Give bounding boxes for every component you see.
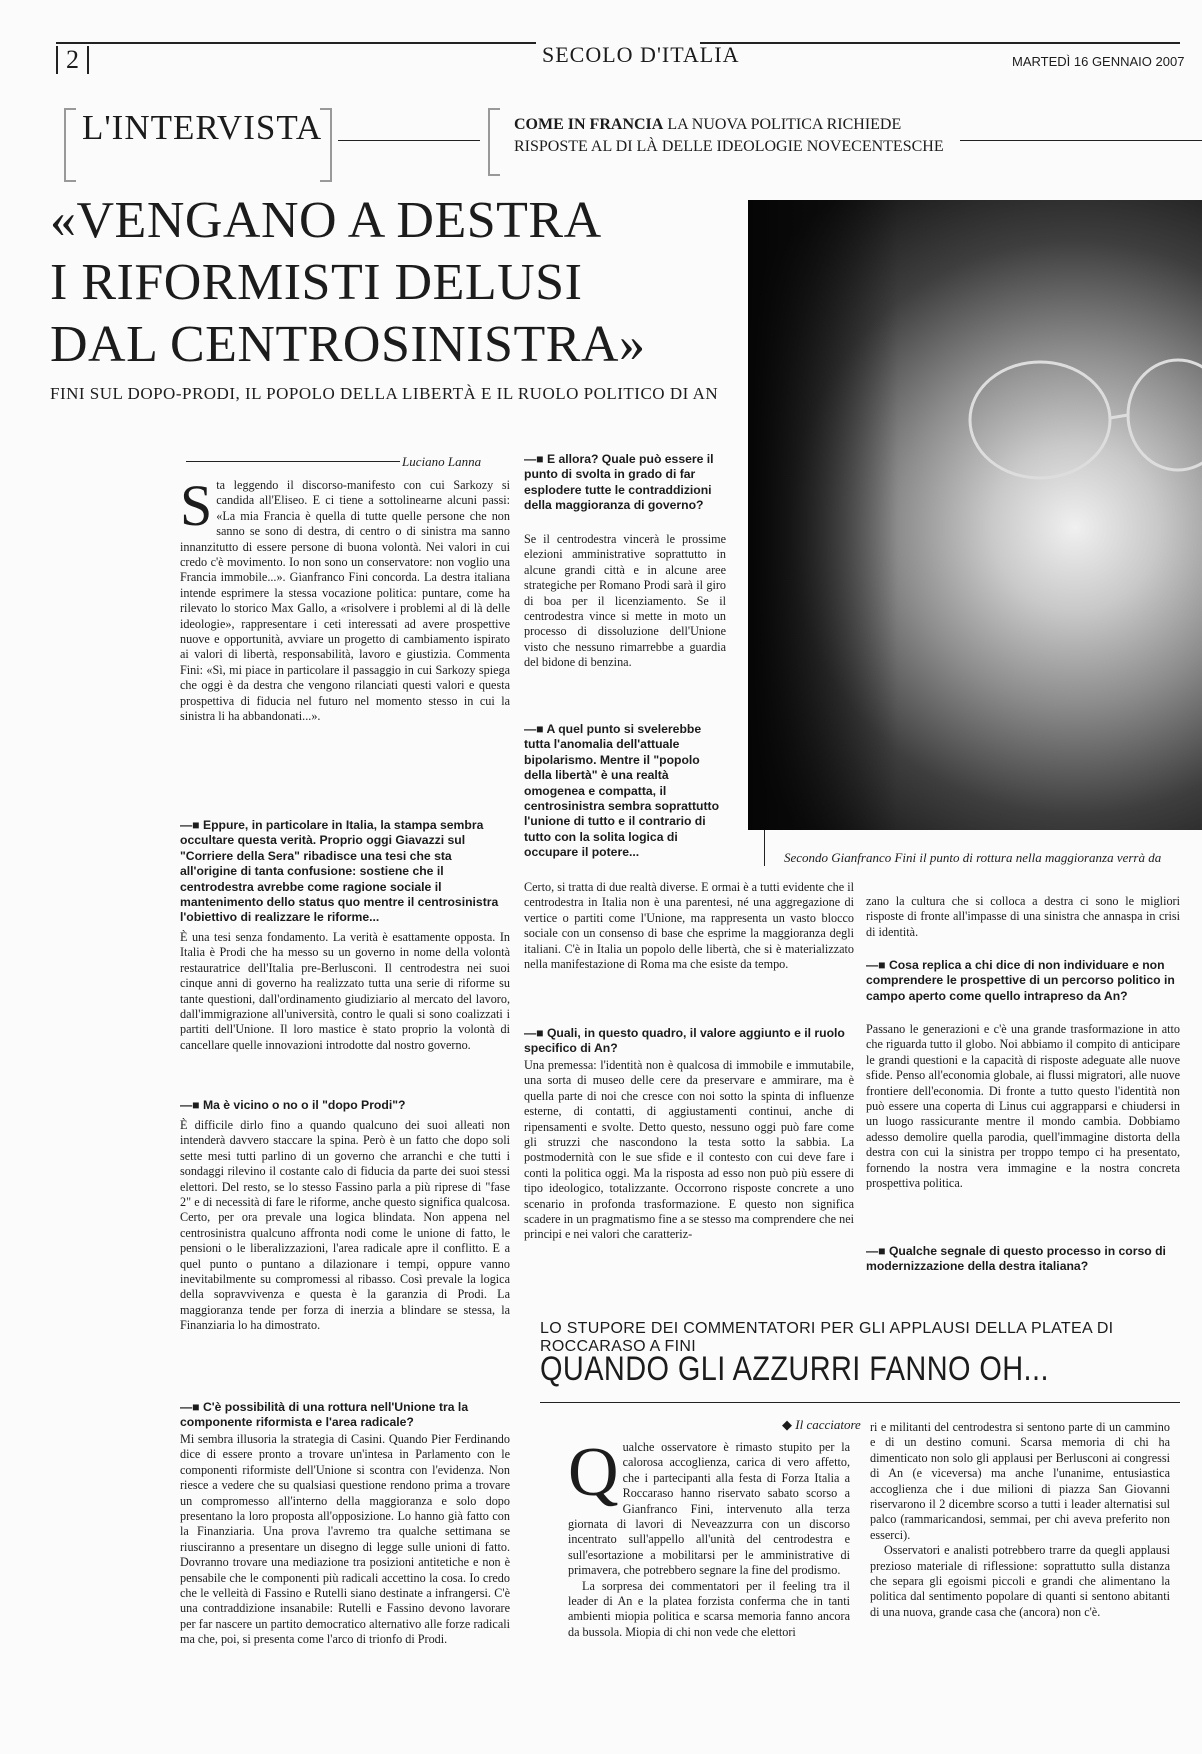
box-rule	[540, 1402, 1180, 1403]
question-text: E allora? Quale può essere il punto di svolta in grado di far esplodere tutte le contraddizioni della maggioranza di governo?	[524, 452, 714, 513]
answer-block: Mi sembra illusoria la strategia di Casini. Quando Pier Ferdinando dice di essere pronto a trovare un'intesa in Parlamento con le componenti riformiste dell'Unione si scontra con l'evidenza. Non riesce a vedere che su qualsiasi questione rendono prima a trovare un compromesso all'interno della maggioranza e solo dopo presentano la loro proposta all'opposizione. Lo hanno già fatto con la Finanziaria. Una prova l'avremo tra qualche settimana se riusciranno a presentare un disegno di legge sulle unioni di fatto. Dovranno trovare una mediazione tra posizioni antitetiche e non è pensabile che le componenti più radicali accettino la cosa. Io credo che le velleità di Fassino e Rutelli siano destinate a infrangersi. C'è una contraddizione insanabile: Rutelli e Fassino devono lavorare per far nascere un partito democratico alternativo alle forze radicali ma che, poi, si presenta come l'arco di trionfo di Prodi.	[180, 1432, 510, 1647]
top-rule	[700, 42, 1180, 44]
box-text: La sorpresa dei commentatori per il feeling tra il leader di An e la platea forzista conferma che in tanti ambienti miopia politica e scarsa memoria fanno ancora da bussola. Miopia di chi non vede che elettori	[568, 1578, 850, 1639]
section-rule	[338, 140, 480, 141]
box-drop-cap: Q	[568, 1440, 619, 1511]
kicker-rule	[960, 140, 1202, 141]
question-block: —■ Ma è vicino o no o il "dopo Prodi"?	[180, 1098, 406, 1112]
drop-cap: S	[180, 478, 213, 538]
issue-date: MARTEDÌ 16 GENNAIO 2007	[1012, 54, 1185, 69]
question-text: A quel punto si svelerebbe tutta l'anomalia dell'attuale bipolarismo. Mentre il "popolo della libertà" è una realtà omogenea e compatta, il centrosinistra sembra soprattutto l'unione di tutto e il contrario di tutto con la solita logica di occupare il potere...	[524, 722, 720, 860]
question-text: Cosa replica a chi dice di non individuare e non comprendere le prospettive di un percorso politico in campo aperto come quello intrapreso da An?	[866, 958, 1175, 1003]
box-kicker: LO STUPORE DEI COMMENTATORI PER GLI APPLAUSI DELLA PLATEA DI ROCCARASO A FINI	[540, 1320, 1114, 1355]
headline-line: DAL CENTROSINISTRA»	[50, 316, 646, 373]
byline: Luciano Lanna	[402, 454, 482, 469]
kicker-lead: COME IN FRANCIA	[514, 116, 664, 133]
box-column-1	[568, 1440, 850, 1700]
question-block: —■ Quali, in questo quadro, il valore aggiunto e il ruolo specifico di An?	[524, 1026, 845, 1056]
answer-block: È una tesi senza fondamento. La verità è esattamente opposta. In Italia è Prodi che ha messo su un governo in nome della volontà restauratrice dell'Italia pre-Berlusconi. Il centrodestra nei suoi cinque anni di governo ha realizzato tutta una serie di riforme su tante questioni, dall'ordinamento giudiziario al mercato del lavoro, dall'immigrazione all'università, contro le quali si sono coalizzati i partiti dell'Unione. Il loro mastice è stato proprio la volontà di cancellare quelle innovazioni introdotte dal nostro governo.	[180, 930, 510, 1052]
byline-rule	[186, 461, 400, 462]
glasses-sketch	[748, 200, 1202, 830]
subhead: FINI SUL DOPO-PRODI, IL POPOLO DELLA LIBERTÀ E IL RUOLO POLITICO DI AN	[50, 384, 719, 403]
kicker-line2: RISPOSTE AL DI LÀ DELLE IDEOLOGIE NOVECENTESCHE	[514, 138, 944, 155]
masthead: SECOLO D'ITALIA	[542, 42, 740, 67]
kicker-line1: LA NUOVA POLITICA RICHIEDE	[667, 116, 902, 133]
box-column-2	[870, 1420, 1170, 1720]
box-title: QUANDO GLI AZZURRI FANNO OH...	[540, 1350, 1049, 1388]
caption-rule	[764, 830, 765, 866]
answer-block: È difficile dirlo fino a quando qualcuno dei suoi alleati non intenderà davvero staccare la spina. Però è un fatto che dopo soli sette mesi tutti parlino di un governo che arranchi e che tutti i sondaggi rilevino il costante calo di fiducia da parte dei suoi stessi elettori. Del resto, se lo stesso Fassino parla a più riprese di "fase 2" e di necessità di fare le riforme, anche questo significa qualcosa. Certo, per ora prevale una logica blindata. Non appena nel centrosinistra qualcuno affronta nodi come le unione di fatto, le pensioni o le liberalizzazioni, l'area radicale apre il conflitto. E a quel punto o puntano a dilazionare i tempi, oppure vanno inevitabilmente su compromessi al ribasso. Così prevale la logica della sopravvivenza e questa è la garanzia di Prodi. La maggioranza tende per forza di inerzia a blindare se stessa, la Finanziaria lo ha dimostrato.	[180, 1118, 510, 1333]
photo-caption: Secondo Gianfranco Fini il punto di rottura nella maggioranza verrà da	[784, 850, 1162, 865]
question-block: —■ A quel punto si svelerebbe tutta l'anomalia dell'attuale bipolarismo. Mentre il "popolo della libertà" è una realtà omogenea e compatta, il centrosinistra sembra soprattutto l'unione di tutto e il contrario di tutto con la solita logica di occupare il potere...	[524, 722, 720, 860]
answer-block: Se il centrodestra vincerà le prossime elezioni amministrative soprattutto in alcune grandi città e in alcune aree strategiche per Romano Prodi sarà il giro di boa per il licenziamento. Se il centrodestra vince si mette in moto un processo di dissoluzione dell'Unione visto che nessuno rimarrebbe a guardia del bidone di benzina.	[524, 532, 726, 670]
question-block: —■ Eppure, in particolare in Italia, la stampa sembra occultare questa verità. Proprio oggi Giavazzi sul "Corriere della Sera" ribadisce una tesi che sta all'origine di tanta confusione: sostiene che il centrodestra avrebbe come ragione sociale il mantenimento dello status quo mentre il centrosinistra l'obiettivo di realizzare le riforme...	[180, 818, 499, 925]
question-text: C'è possibilità di una rottura nell'Unione tra la componente riformista e l'area radicale?	[180, 1400, 469, 1430]
portrait-photo	[748, 200, 1202, 830]
top-rule	[56, 42, 536, 44]
kicker-bracket	[488, 108, 500, 176]
article-intro	[180, 478, 510, 798]
answer-block: Certo, si tratta di due realtà diverse. E ormai è a tutti evidente che il centrodestra in Italia non è una parentesi, né una aggregazione di vertice o partiti come l'Unione, ma rappresenta un vasto blocco sociale con un consenso di base che esprime la maggioranza degli italiani. C'è in Italia un popolo delle libertà, che si è materializzato nella manifestazione di Roma ma che esiste da tempo.	[524, 880, 854, 972]
answer-block: Passano le generazioni e c'è una grande trasformazione in atto che riguarda tutto il globo. Noi abbiamo il compito di anticipare le grandi questioni e la capacità di risposte adeguate alle nuove sfide. Penso all'economia globale, ai flussi migratori, alle nuove frontiere dell'economia. Di fronte a tutto questo l'identità non può essere una coperta di Linus cui aggrapparsi e chiudersi in un luogo rassicurante mentre il mondo cambia. Dobbiamo adesso demolire quella parodia, quell'immagine distorta della destra con cui la sinistra per troppo tempo ci ha presentato, fornendo la nostra vera immagine e la nostra concreta prospettiva politica.	[866, 1022, 1180, 1191]
headline	[50, 190, 730, 376]
intro-text: ta leggendo il discorso-manifesto con cui Sarkozy si candida all'Eliseo. E ci tiene a sottolinearne alcuni passi: «La mia Francia è quella di tutte quelle persone che non sanno se sono di destra, di centro o di sinistra ma sanno innanzitutto di essere persone di buona volontà. Nei valori in cui credo c'è movimento. Io non sono un conservatore: non voglio una Francia immobile...». Gianfranco Fini concorda. La destra italiana intende esprimere la stessa vocazione politica: puntare, come ha rilevato lo storico Max Gallo, a «risolvere i problemi al di là delle ideologie», rappresentare i ceti interessati ad avere prospettive nuove e opportunità, avviare un progetto di cambiamento ispirato ai valori di libertà, responsabilità, lavoro e giustizia. Commenta Fini: «Sì, mi piace in particolare il passaggio in cui Sarkozy spiega che oggi è da destra che vengono rilanciati questi valori e questa prospettiva di fiducia nel futuro nel momento stesso in cui la sinistra li ha abbandonati...».	[180, 478, 510, 724]
box-text: ri e militanti del centrodestra si sentono parte di un cammino e di un destino comuni. Scarsa memoria di chi ha dimenticato non solo gli applausi per Berlusconi ai congressi di An (e viceversa) ma anche l'unanime, entusiastica accoglienza che i due milioni di piazza San Giovanni riservarono il 2 dicembre scorso a tutti i leader alternatisi sul palco (rammaricandosi, semmai, per chi aveva preferito non esserci).	[870, 1420, 1170, 1542]
headline-line: «VENGANO A DESTRA	[50, 192, 602, 249]
question-text: Quali, in questo quadro, il valore aggiunto e il ruolo specifico di An?	[524, 1026, 845, 1056]
page-number: 2	[56, 46, 89, 74]
answer-block: Una premessa: l'identità non è qualcosa di immobile e immutabile, una sorta di museo delle cere da preservare e ammirare, ma è quella parte di noi che cresce con noi sotto la spinta di influenze esterne, di contatti, di aggiustamenti continui, anche di ripensamenti e svolte. Detto questo, nessuno oggi può fare come gli struzzi che nascondono la testa sotto la sabbia. La postmodernità con le sue sfide e il contesto con cui deve fare i conti la politica oggi. Ma la risposta ad esso non può più essere di tipo ideologico, totalizzante. Occorrono risposte concrete a uno scenario in profonda trasformazione. E questo non significa scadere in un pragmatismo fine a se stesso ma comprendere che nei principi e nei valori che caratteriz-	[524, 1058, 854, 1242]
answer-block: zano la cultura che si colloca a destra ci sono le migliori risposte di fronte all'impasse di una sinistra che annaspa in crisi di identità.	[866, 894, 1180, 939]
question-text: Ma è vicino o no o il "dopo Prodi"?	[202, 1098, 406, 1112]
box-text: Osservatori e analisti potrebbero trarre da quegli applausi prezioso materiale di riflessione: soprattutto sulla distanza che separa gli egoismi piccoli e grandi che alimentano la politica dal sentimento popolare di quanti si sentono abitanti di una nuova, grande casa che (ancora) non c'è.	[870, 1543, 1170, 1619]
section-label: L'INTERVISTA	[82, 108, 323, 147]
question-block: —■ Qualche segnale di questo processo in corso di modernizzazione della destra italiana?	[866, 1244, 1166, 1274]
bracket-right	[320, 108, 332, 182]
box-byline: ◆ Il cacciatore	[782, 1417, 861, 1432]
question-block: —■ Cosa replica a chi dice di non individuare e non comprendere le prospettive di un percorso politico in campo aperto come quello intrapreso da An?	[866, 958, 1175, 1003]
box-text: ualche osservatore è rimasto stupito per la calorosa accoglienza, carica di vero affetto, che i partecipanti alla festa di Forza Italia a Roccaraso hanno riservato sabato scorso a Gianfranco Fini, intervenuto alla terza giornata di lavori di Neveazzurra con un discorso incentrato sull'appello all'unità del centrodestra e sull'esortazione a mobilitarsi per le amministrative di primavera, che potrebbero segnare la fine del prodismo.	[568, 1440, 850, 1578]
question-block: —■ C'è possibilità di una rottura nell'Unione tra la componente riformista e l'area radicale?	[180, 1400, 469, 1430]
question-block: —■ E allora? Quale può essere il punto di svolta in grado di far esplodere tutte le contraddizioni della maggioranza di governo?	[524, 452, 714, 513]
headline-line: I RIFORMISTI DELUSI	[50, 254, 583, 311]
question-text: Qualche segnale di questo processo in corso di modernizzazione della destra italiana?	[866, 1244, 1166, 1274]
box-byline-name: Il cacciatore	[795, 1417, 861, 1432]
question-text: Eppure, in particolare in Italia, la stampa sembra occultare questa verità. Proprio oggi Giavazzi sul "Corriere della Sera" ribadisce una tesi che sta all'origine di tanta confusione: sostiene che il centrodestra avrebbe come ragione sociale il mantenimento dello status quo mentre il centrosinistra l'obiettivo di realizzare le riforme...	[180, 818, 499, 925]
bracket-left	[64, 108, 76, 182]
kicker	[514, 114, 944, 158]
